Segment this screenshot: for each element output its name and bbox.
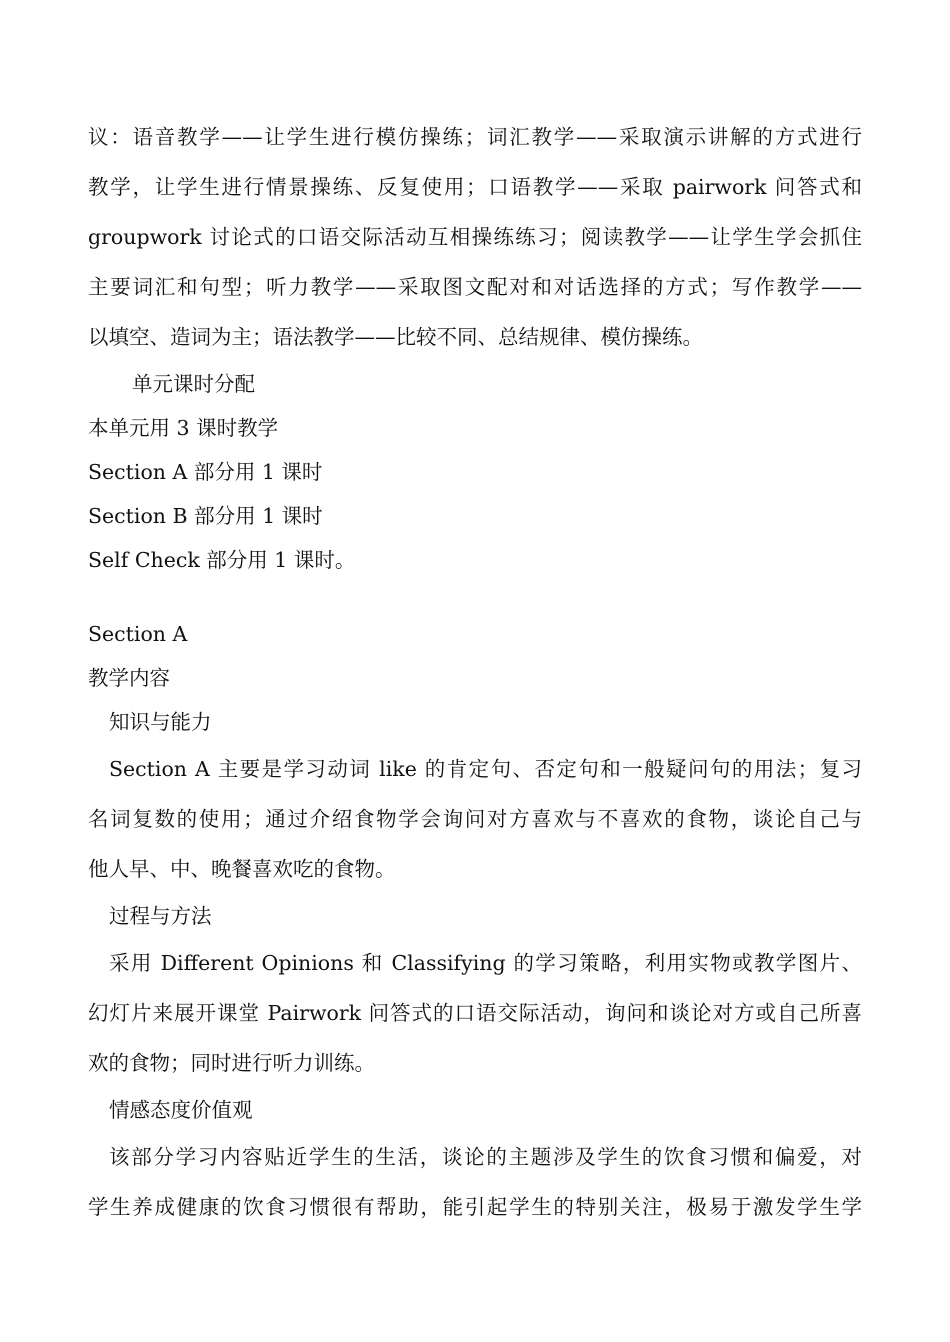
- paragraph-line: 教学，让学生进行情景操练、反复使用；口语教学——采取 pairwork 问答式和: [88, 175, 862, 199]
- paragraph-line: groupwork 讨论式的口语交际活动互相操练练习；阅读教学——让学生学会抓住: [88, 225, 862, 249]
- schedule-section-b: Section B 部分用 1 课时: [88, 504, 323, 528]
- schedule-block: [88, 362, 862, 582]
- knowledge-heading: 知识与能力: [109, 710, 212, 734]
- paragraph-line: Section A 主要是学习动词 like 的肯定句、否定句和一般疑问句的用法；复习: [109, 757, 862, 781]
- blank-line: [88, 582, 862, 612]
- paragraph-line: 采用 Different Opinions 和 Classifying 的学习策略，利用实物或教学图片、: [109, 951, 862, 975]
- schedule-section-a: Section A 部分用 1 课时: [88, 460, 323, 484]
- schedule-heading: 单元课时分配: [132, 372, 255, 396]
- values-paragraph: [88, 1132, 862, 1232]
- paragraph-line: 以填空、造词为主；语法教学——比较不同、总结规律、模仿操练。: [88, 325, 703, 349]
- content-heading: 教学内容: [88, 666, 170, 690]
- paragraph-line: 他人早、中、晚餐喜欢吃的食物。: [88, 857, 396, 881]
- schedule-self-check: Self Check 部分用 1 课时。: [88, 548, 356, 572]
- values-heading: 情感态度价值观: [109, 1098, 253, 1122]
- document-page: [88, 112, 862, 1232]
- paragraph-line: 该部分学习内容贴近学生的生活，谈论的主题涉及学生的饮食习惯和偏爱，对: [109, 1145, 862, 1169]
- process-paragraph: [88, 938, 862, 1088]
- paragraph-line: 幻灯片来展开课堂 Pairwork 问答式的口语交际活动，询问和谈论对方或自己所喜: [88, 1001, 862, 1025]
- knowledge-paragraph: [88, 744, 862, 894]
- section-a-block: [88, 612, 862, 1232]
- section-title: Section A: [88, 622, 188, 646]
- paragraph-line: 欢的食物；同时进行听力训练。: [88, 1051, 375, 1075]
- paragraph-line: 主要词汇和句型；听力教学——采取图文配对和对话选择的方式；写作教学——: [88, 275, 862, 299]
- paragraph-line: 议：语音教学——让学生进行模仿操练；词汇教学——采取演示讲解的方式进行: [88, 125, 862, 149]
- paragraph-line: 名词复数的使用；通过介绍食物学会询问对方喜欢与不喜欢的食物，谈论自己与: [88, 807, 862, 831]
- schedule-total: 本单元用 3 课时教学: [88, 416, 279, 440]
- process-heading: 过程与方法: [109, 904, 212, 928]
- paragraph-line: 学生养成健康的饮食习惯很有帮助，能引起学生的特别关注，极易于激发学生学: [88, 1195, 862, 1219]
- intro-paragraph: [88, 112, 862, 362]
